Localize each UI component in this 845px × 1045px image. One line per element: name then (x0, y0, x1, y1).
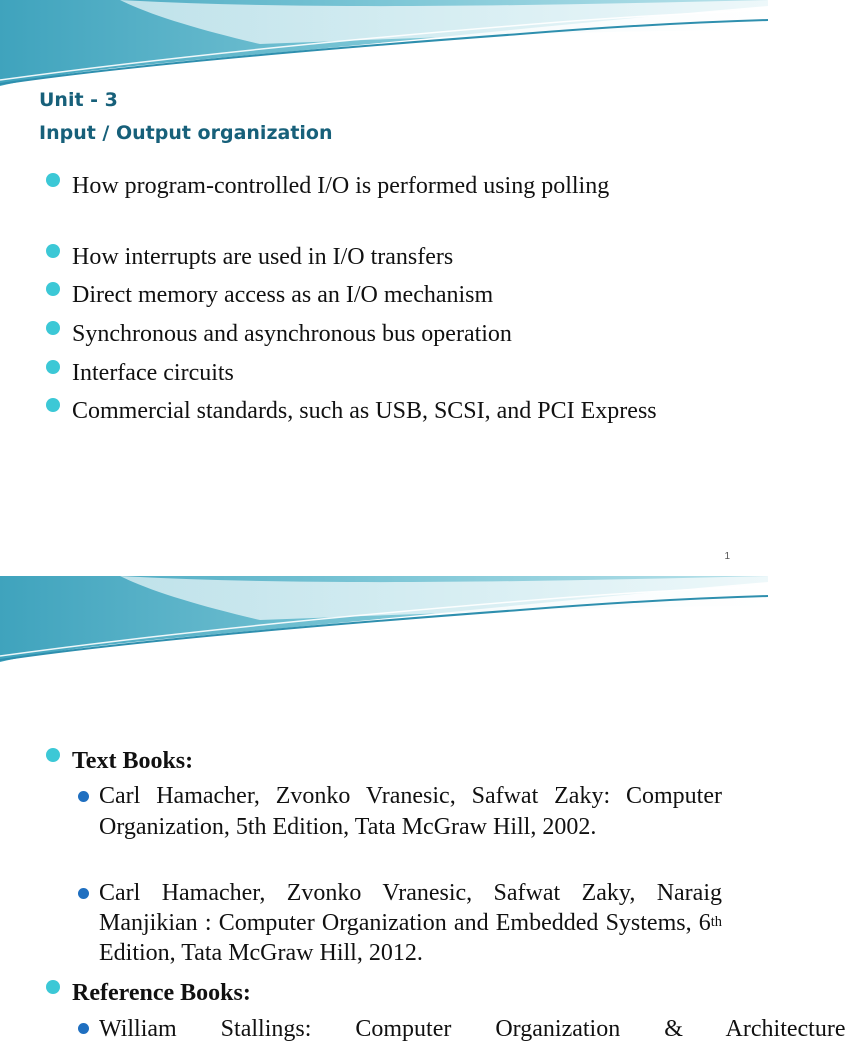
list-item (46, 395, 686, 427)
bullet-dot-icon (46, 398, 60, 412)
bullet-dot-icon (78, 791, 89, 802)
bullet-text: How program-controlled I/O is performed using polling (72, 173, 610, 199)
title-unit: Unit - 3 (39, 89, 118, 111)
bullet-text: Commercial standards, such as USB, SCSI, and PCI Express (72, 398, 657, 424)
list-item (46, 279, 722, 311)
reference-books-heading: Reference Books: (72, 980, 251, 1006)
bullet-text: Synchronous and asynchronous bus operation (72, 321, 512, 347)
bullet-text: Interface circuits (72, 360, 234, 386)
book-entry-superscript: th (710, 913, 722, 930)
text-books-heading: Text Books: (72, 748, 194, 774)
reference-entry-partial: William Stallings: Computer Organization & Architecture (99, 1016, 845, 1042)
slide2-book-list (0, 576, 845, 1042)
book-entry-text-end: Edition, Tata McGraw Hill, 2012. (99, 940, 423, 966)
list-item (46, 241, 722, 273)
slide-2 (0, 576, 845, 1042)
list-item (46, 977, 722, 1009)
page-number: 1 (724, 551, 730, 562)
list-item (78, 781, 722, 843)
bullet-dot-icon (78, 888, 89, 899)
bullet-dot-icon (78, 1023, 89, 1034)
list-item (46, 170, 722, 202)
list-item (46, 745, 722, 777)
bullet-text: How interrupts are used in I/O transfers (72, 244, 454, 270)
list-item (78, 878, 722, 968)
bullet-dot-icon (46, 980, 60, 994)
bullet-dot-icon (46, 244, 60, 258)
bullet-dot-icon (46, 748, 60, 762)
bullet-dot-icon (46, 173, 60, 187)
book-entry (78, 878, 722, 968)
list-item (46, 318, 722, 350)
title-topic: Input / Output organization (39, 122, 333, 144)
bullet-dot-icon (46, 282, 60, 296)
bullet-dot-icon (46, 321, 60, 335)
list-item (78, 1013, 845, 1042)
book-entry-text: Carl Hamacher, Zvonko Vranesic, Safwat Zaky, Naraig Manjikian : Computer Organization and Embedded Systems, 6 (99, 880, 722, 936)
list-item (46, 357, 722, 389)
book-entry: Carl Hamacher, Zvonko Vranesic, Safwat Zaky: Computer Organization, 5th Edition, Tata McGraw Hill, 2002. (99, 783, 722, 840)
bullet-text: Direct memory access as an I/O mechanism (72, 282, 494, 308)
bullet-dot-icon (46, 360, 60, 374)
